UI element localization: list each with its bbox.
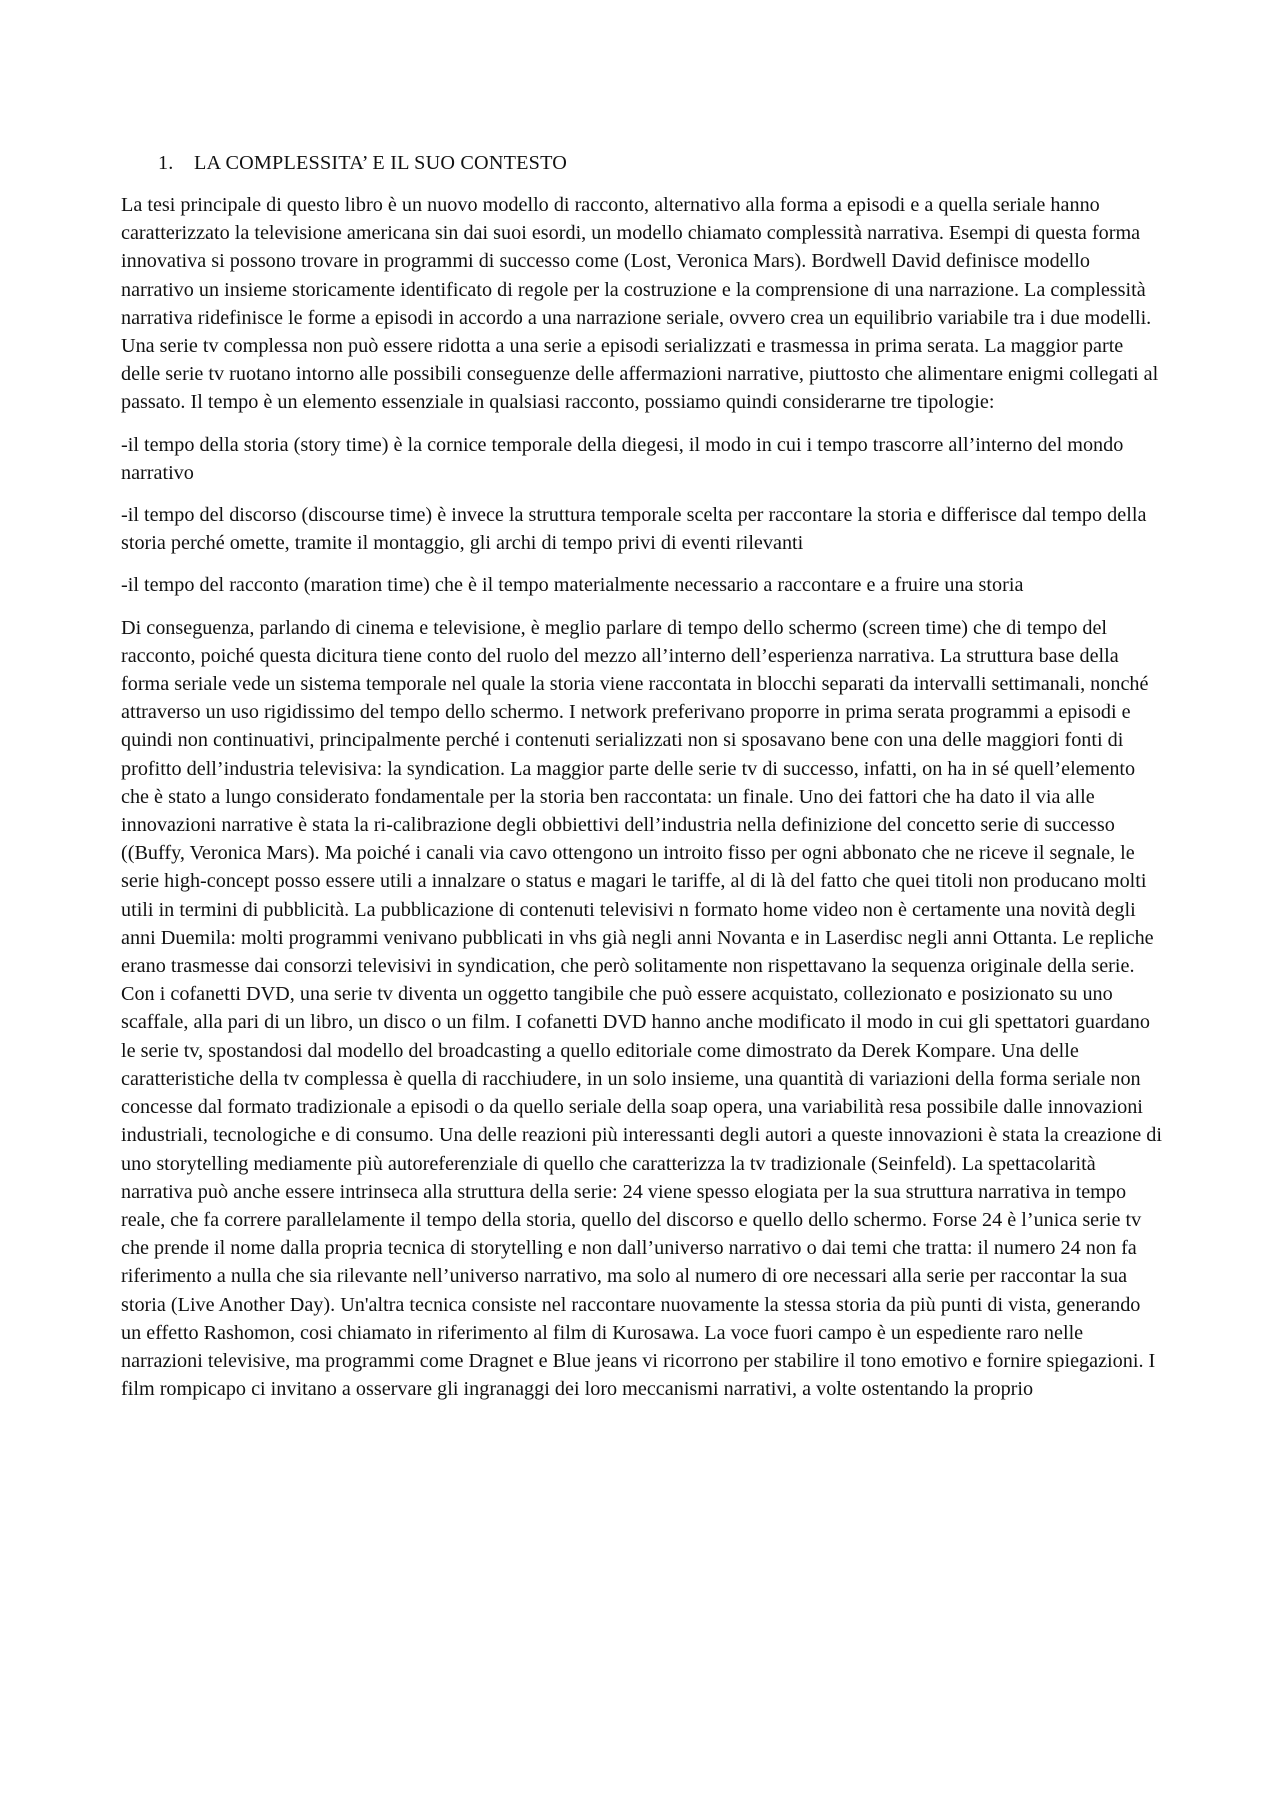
- section-heading: [158, 149, 1163, 177]
- paragraph-body: Di conseguenza, parlando di cinema e televisione, è meglio parlare di tempo dello schermo (screen time) che di tempo del racconto, poiché questa dicitura tiene conto del ruolo del mezzo all’interno dell’esperienza narrativa. La struttura base della forma seriale vede un sistema temporale nel quale la storia viene raccontata in blocchi separati da intervalli settimanali, nonché attraverso un uso rigidissimo del tempo dello schermo. I network preferivano proporre in prima serata programmi a episodi e quindi non continuativi, principalmente perché i contenuti serializzati non si sposavano bene con una delle maggiori fonti di profitto dell’industria televisiva: la syndication. La maggior parte delle serie tv di successo, infatti, on ha in sé quell’elemento che è stato a lungo considerato fondamentale per la storia ben raccontata: un finale. Uno dei fattori che ha dato il via alle innovazioni narrative è stata la ri-calibrazione degli obbiettivi dell’industria nella definizione del concetto serie di successo ((Buffy, Veronica Mars). Ma poiché i canali via cavo ottengono un introito fisso per ogni abbonato che ne riceve il segnale, le serie high-concept posso essere utili a innalzare o status e magari le tariffe, al di là del fatto che quei titoli non producano molti utili in termini di pubblicità. La pubblicazione di contenuti televisivi n formato home video non è certamente una novità degli anni Duemila: molti programmi venivano pubblicati in vhs già negli anni Novanta e in Laserdisc negli anni Ottanta. Le repliche erano trasmesse dai consorzi televisivi in syndication, che però solitamente non rispettavano la sequenza originale della serie. Con i cofanetti DVD, una serie tv diventa un oggetto tangibile che può essere acquistato, collezionato e posizionato su uno scaffale, alla pari di un libro, un disco o un film. I cofanetti DVD hanno anche modificato il modo in cui gli spettatori guardano le serie tv, spostandosi dal modello del broadcasting a quello editoriale come dimostrato da Derek Kompare. Una delle caratteristiche della tv complessa è quella di racchiudere, in un solo insieme, una quantità di variazioni della forma seriale non concesse dal formato tradizionale a episodi o da quello seriale della soap opera, una variabilità resa possibile dalle innovazioni industriali, tecnologiche e di consumo. Una delle reazioni più interessanti degli autori a queste innovazioni è stata la creazione di uno storytelling mediamente più autoreferenziale di quello che caratterizza la tv tradizionale (Seinfeld). La spettacolarità narrativa può anche essere intrinseca alla struttura della serie: 24 viene spesso elogiata per la sua struttura narrativa in tempo reale, che fa correre parallelamente il tempo della storia, quello del discorso e quello dello schermo. Forse 24 è l’unica serie tv che prende il nome dalla propria tecnica di storytelling e non dall’universo narrativo o dai temi che tratta: il numero 24 non fa riferimento a nulla che sia rilevante nell’universo narrativo, ma solo al numero di ore necessari alla serie per raccontar la sua storia (Live Another Day). Un'altra tecnica consiste nel raccontare nuovamente la stessa storia da più punti di vista, generando un effetto Rashomon, cosi chiamato in riferimento al film di Kurosawa. La voce fuori campo è un espediente raro nelle narrazioni televisive, ma programmi come Dragnet e Blue jeans vi ricorrono per stabilire il tono emotivo e fornire spiegazioni. I film rompicapo ci invitano a osservare gli ingranaggi dei loro meccanismi narrativi, a volte ostentando la proprio: [121, 616, 1162, 1401]
- paragraph-intro: La tesi principale di questo libro è un nuovo modello di racconto, alternativo alla forma a episodi e a quella seriale hanno caratterizzato la televisione americana sin dai suoi esordi, un modello chiamato complessità narrativa. Esempi di questa forma innovativa si possono trovare in programmi di successo come (Lost, Veronica Mars). Bordwell David definisce modello narrativo un insieme storicamente identificato di regole per la costruzione e la comprensione di una narrazione. La complessità narrativa ridefinisce le forme a episodi in accordo a una narrazione seriale, ovvero crea un equilibrio variabile tra i due modelli. Una serie tv complessa non può essere ridotta a una serie a episodi serializzati e trasmessa in prima serata. La maggior parte delle serie tv ruotano intorno alle possibili conseguenze delle affermazioni narrative, piuttosto che alimentare enigmi collegati al passato. Il tempo è un elemento essenziale in qualsiasi racconto, possiamo quindi considerarne tre tipologie:: [121, 194, 1159, 414]
- paragraph-discourse-time: -il tempo del discorso (discourse time) è invece la struttura temporale scelta per raccontare la storia e differisce dal tempo della storia perché omette, tramite il montaggio, gli archi di tempo privi di eventi rilevanti: [121, 504, 1147, 555]
- section-title: LA COMPLESSITA’ E IL SUO CONTESTO: [194, 152, 568, 174]
- paragraph-narration-time: -il tempo del racconto (maration time) che è il tempo materialmente necessario a raccontare e a fruire una storia: [121, 574, 1024, 597]
- document-page: [121, 149, 1163, 1417]
- paragraph-story-time: -il tempo della storia (story time) è la cornice temporale della diegesi, il modo in cui i tempo trascorre all’interno del mondo narrativo: [121, 433, 1124, 484]
- section-number: 1.: [158, 152, 174, 174]
